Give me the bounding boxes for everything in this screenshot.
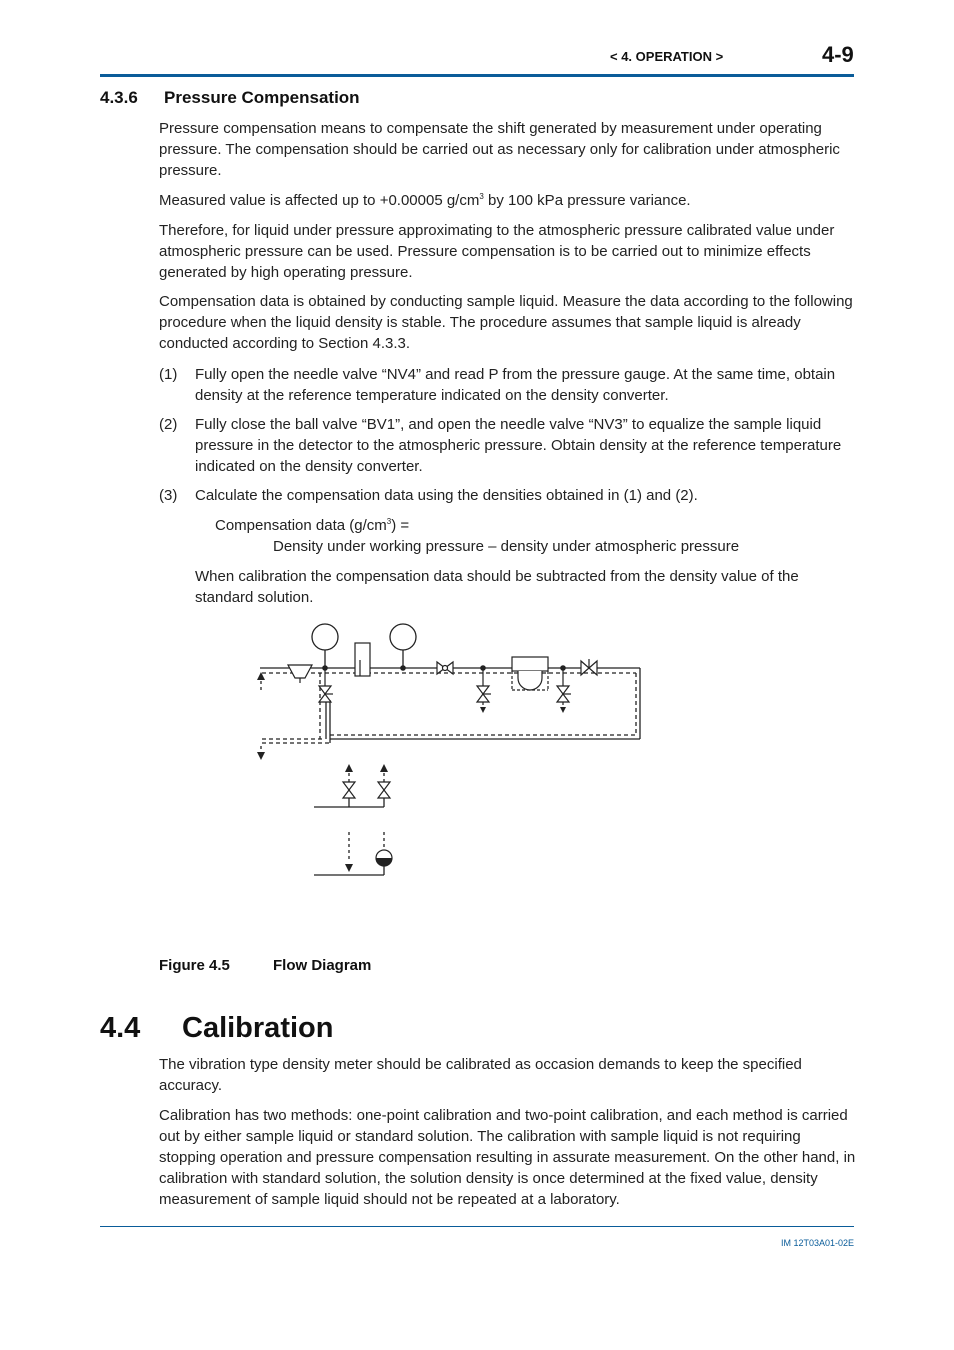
page-number: 4-9: [822, 42, 854, 67]
section-heading-4-3-6: [100, 88, 360, 108]
paragraph-compensation-data: Compensation data is obtained by conducting sample liquid. Measure the data according to the following procedure when the liquid density is stable. The procedure assumes that sample liquid is already conducted according to Section 4.3.3.: [159, 293, 853, 352]
figure-title: Flow Diagram: [273, 957, 372, 974]
flow-diagram: [250, 615, 650, 885]
footer-rule: [100, 1226, 854, 1227]
section-title: Calibration: [182, 1012, 334, 1044]
section-heading-4-4: [100, 1012, 333, 1045]
formula-rhs: Density under working pressure – density under atmospheric pressure: [273, 538, 740, 555]
figure-number: Figure 4.5: [159, 957, 230, 974]
paragraph-measured-value: Measured value is affected up to +0.00005 $g/cm^3$ by 100 kPa pressure variance.: [159, 192, 691, 209]
section-number: 4.4: [100, 1012, 141, 1044]
paragraph-calibration-methods: Calibration has two methods: one-point calibration and two-point calibration, and each method is carried out by either sample liquid or standard solution. The calibration with sample liquid is not requiring stopping operation and pressure compensation resulting in assurate measurement. On the other hand, in calibration with standard solution, the solution density is once determined at the fixed value, density measurement of sample liquid should not be repeated at a laboratory.: [159, 1107, 856, 1208]
section-title: Pressure Compensation: [164, 88, 360, 107]
paragraph-intro: Pressure compensation means to compensate the shift generated by measurement under operating pressure. The compensation should be carried out as necessary only for calibration under atmospheric pressure.: [159, 120, 840, 179]
paragraph-calibration-intro: The vibration type density meter should be calibrated as occasion demands to keep the specified accuracy.: [159, 1056, 802, 1094]
section-number: 4.3.6: [100, 88, 138, 107]
document-id: IM 12T03A01-02E: [780, 1238, 854, 1248]
paragraph-therefore: Therefore, for liquid under pressure approximating to the atmospheric pressure calibrated value under atmospheric pressure can be used. Pressure compensation is to be carried out to minimize effects generated by high operating pressure.: [159, 222, 835, 281]
formula-lhs: Compensation data $(g/cm^3)$ =: [215, 517, 410, 534]
paragraph-note: When calibration the compensation data should be subtracted from the density value of the standard solution.: [195, 568, 799, 606]
running-header-section: < 4. OPERATION >: [610, 49, 724, 64]
figure-caption: [159, 957, 371, 974]
header-rule: [100, 74, 854, 77]
